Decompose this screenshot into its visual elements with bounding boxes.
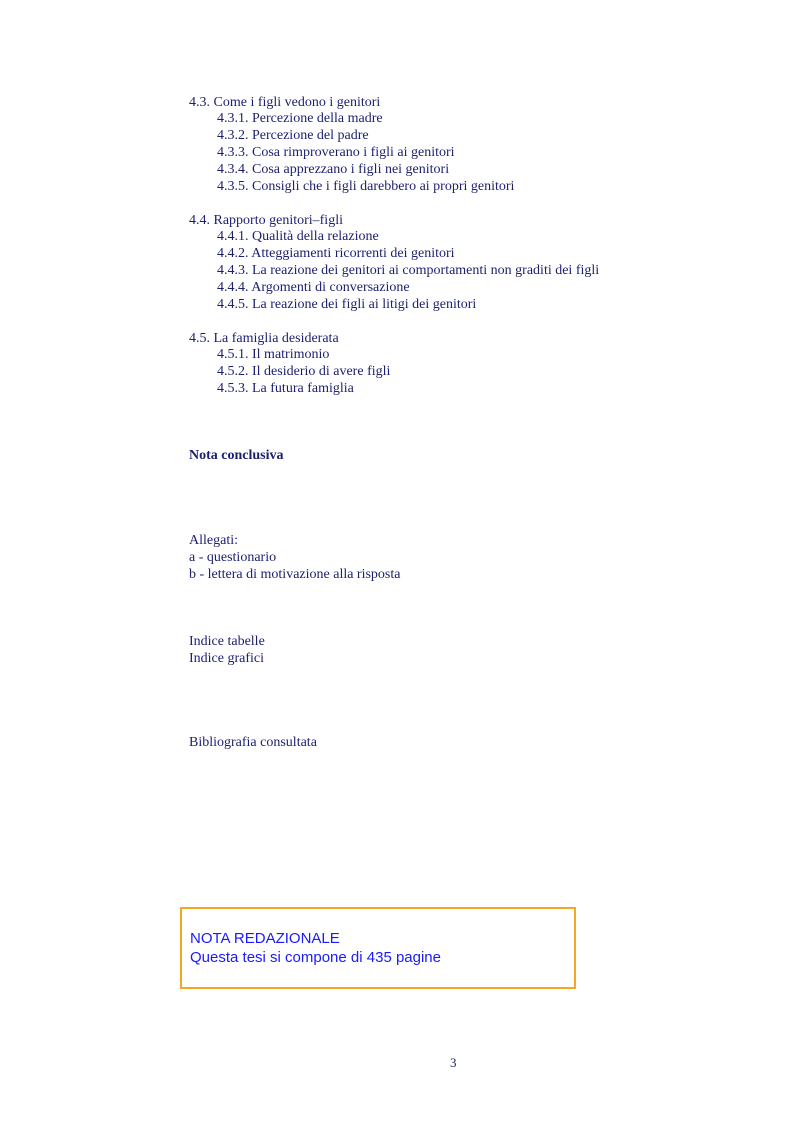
- page-number: 3: [450, 1055, 457, 1070]
- toc-item-4-3-4: 4.3.4. Cosa apprezzano i figli nei genitori: [217, 162, 450, 177]
- editorial-note-text: Questa tesi si compone di 435 pagine: [190, 949, 441, 966]
- toc-item-4-3-3: 4.3.3. Cosa rimproverano i figli ai genitori: [217, 145, 455, 160]
- editorial-note-box: [180, 907, 576, 989]
- toc-bibliografia: Bibliografia consultata: [189, 735, 317, 750]
- toc-item-4-4-4: 4.4.4. Argomenti di conversazione: [217, 280, 410, 295]
- toc-indice-tabelle: Indice tabelle: [189, 634, 265, 649]
- toc-item-4-3-2: 4.3.2. Percezione del padre: [217, 128, 369, 143]
- toc-nota-conclusiva: Nota conclusiva: [189, 448, 284, 463]
- toc-section-4-5: 4.5. La famiglia desiderata: [189, 331, 339, 346]
- toc-allegato-a: a - questionario: [189, 550, 277, 565]
- toc-item-4-4-3: 4.4.3. La reazione dei genitori ai comportamenti non graditi dei figli: [217, 263, 600, 278]
- toc-item-4-5-2: 4.5.2. Il desiderio di avere figli: [217, 364, 391, 379]
- toc-section-4-4: 4.4. Rapporto genitori–figli: [189, 213, 343, 228]
- toc-item-4-4-5: 4.4.5. La reazione dei figli ai litigi dei genitori: [217, 297, 477, 312]
- toc-item-4-4-2: 4.4.2. Atteggiamenti ricorrenti dei genitori: [217, 246, 455, 261]
- toc-item-4-3-1: 4.3.1. Percezione della madre: [217, 111, 383, 126]
- toc-section-4-3: 4.3. Come i figli vedono i genitori: [189, 95, 381, 110]
- toc-item-4-4-1: 4.4.1. Qualità della relazione: [217, 229, 379, 244]
- toc-item-4-5-3: 4.5.3. La futura famiglia: [217, 381, 354, 396]
- editorial-note-title: NOTA REDAZIONALE: [190, 930, 340, 947]
- toc-indice-grafici: Indice grafici: [189, 651, 265, 666]
- toc-item-4-5-1: 4.5.1. Il matrimonio: [217, 347, 330, 362]
- toc-item-4-3-5: 4.3.5. Consigli che i figli darebbero ai propri genitori: [217, 179, 515, 194]
- toc-allegati-title: Allegati:: [189, 533, 238, 548]
- toc-allegato-b: b - lettera di motivazione alla risposta: [189, 567, 401, 582]
